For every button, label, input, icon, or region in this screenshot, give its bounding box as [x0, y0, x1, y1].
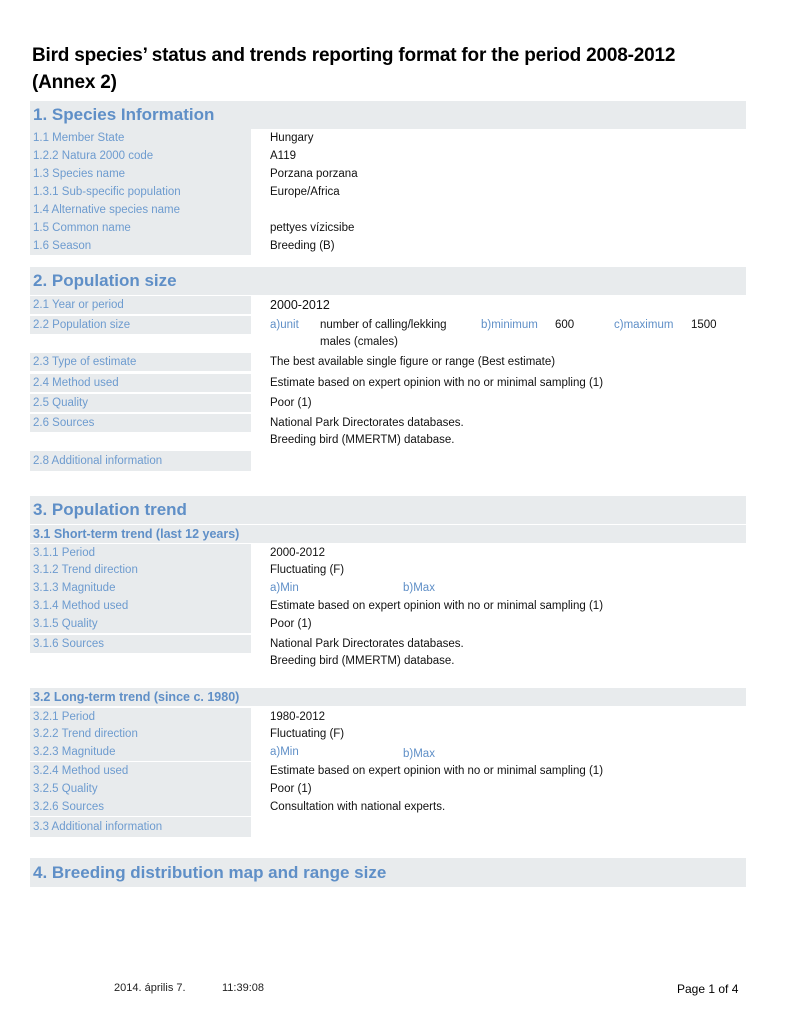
long-sources-label: 3.2.6 Sources — [30, 798, 251, 816]
quality-value: Poor (1) — [270, 397, 312, 409]
long-quality-label: 3.2.5 Quality — [30, 780, 251, 798]
trend-additional-information-label: 3.3 Additional information — [30, 817, 251, 837]
section-3-heading: 3. Population trend — [30, 496, 746, 524]
short-magnitude-max: b)Max — [403, 582, 435, 594]
subspecific-population-value: Europe/Africa — [270, 186, 340, 198]
maximum-label: c)maximum — [614, 319, 674, 331]
short-sources-line-1: National Park Directorates databases. — [270, 638, 464, 650]
natura-code-label: 1.2.2 Natura 2000 code — [30, 147, 251, 165]
sources-line-2: Breeding bird (MMERTM) database. — [270, 434, 455, 446]
short-method-value: Estimate based on expert opinion with no or minimal sampling (1) — [270, 600, 604, 612]
long-method-value: Estimate based on expert opinion with no or minimal sampling (1) — [270, 765, 604, 777]
year-period-value: 2000-2012 — [270, 298, 330, 312]
short-term-trend-heading: 3.1 Short-term trend (last 12 years) — [30, 525, 746, 543]
unit-value-line-2: males (cmales) — [320, 336, 398, 348]
long-term-trend-heading: 3.2 Long-term trend (since c. 1980) — [30, 688, 746, 706]
type-of-estimate-value: The best available single figure or range (Best estimate) — [270, 356, 556, 368]
sources-label: 2.6 Sources — [30, 414, 251, 432]
population-size-label: 2.2 Population size — [30, 316, 251, 334]
long-magnitude-min: a)Min — [270, 746, 299, 758]
alternative-name-label: 1.4 Alternative species name — [30, 201, 251, 219]
long-sources-value: Consultation with national experts. — [270, 801, 446, 813]
long-magnitude-max: b)Max — [403, 748, 435, 760]
short-quality-value: Poor (1) — [270, 618, 312, 630]
long-magnitude-label: 3.2.3 Magnitude — [30, 743, 251, 761]
maximum-value: 1500 — [691, 319, 717, 331]
short-period-label: 3.1.1 Period — [30, 544, 251, 562]
additional-information-label: 2.8 Additional information — [30, 451, 251, 471]
short-trend-direction-label: 3.1.2 Trend direction — [30, 561, 251, 579]
short-magnitude-min: a)Min — [270, 582, 299, 594]
minimum-label: b)minimum — [481, 319, 538, 331]
title-line-2: (Annex 2) — [32, 72, 117, 93]
season-label: 1.6 Season — [30, 237, 251, 255]
long-quality-value: Poor (1) — [270, 783, 312, 795]
footer-time: 11:39:08 — [222, 982, 265, 994]
member-state-label: 1.1 Member State — [30, 129, 251, 147]
type-of-estimate-label: 2.3 Type of estimate — [30, 353, 251, 371]
season-value: Breeding (B) — [270, 240, 335, 252]
footer-page-number: Page 1 of 4 — [677, 982, 739, 996]
unit-label: a)unit — [270, 319, 299, 331]
short-sources-line-2: Breeding bird (MMERTM) database. — [270, 655, 455, 667]
short-quality-label: 3.1.5 Quality — [30, 615, 251, 633]
section-4-heading: 4. Breeding distribution map and range size — [30, 858, 746, 887]
short-sources-label: 3.1.6 Sources — [30, 635, 251, 653]
common-name-value: pettyes vízicsibe — [270, 222, 355, 234]
section-1-heading: 1. Species Information — [30, 101, 746, 129]
natura-code-value: A119 — [270, 150, 297, 162]
common-name-label: 1.5 Common name — [30, 219, 251, 237]
minimum-value: 600 — [555, 319, 575, 331]
section-2-heading: 2. Population size — [30, 267, 746, 295]
method-used-value: Estimate based on expert opinion with no or minimal sampling (1) — [270, 377, 604, 389]
subspecific-population-label: 1.3.1 Sub-specific population — [30, 183, 251, 201]
year-period-label: 2.1 Year or period — [30, 296, 251, 314]
title-line-1: Bird species’ status and trends reporting format for the period 2008-2012 — [32, 45, 676, 66]
unit-value-line-1: number of calling/lekking — [320, 319, 447, 331]
short-trend-direction-value: Fluctuating (F) — [270, 564, 345, 576]
footer-date: 2014. április 7. — [114, 982, 186, 994]
short-method-label: 3.1.4 Method used — [30, 597, 251, 615]
document-title — [32, 42, 772, 96]
sources-line-1: National Park Directorates databases. — [270, 417, 464, 429]
quality-label: 2.5 Quality — [30, 394, 251, 412]
species-name-label: 1.3 Species name — [30, 165, 251, 183]
short-period-value: 2000-2012 — [270, 547, 325, 559]
species-name-value: Porzana porzana — [270, 168, 358, 180]
short-magnitude-label: 3.1.3 Magnitude — [30, 579, 251, 597]
long-trend-direction-label: 3.2.2 Trend direction — [30, 725, 251, 743]
member-state-value: Hungary — [270, 132, 314, 144]
long-period-value: 1980-2012 — [270, 711, 325, 723]
long-trend-direction-value: Fluctuating (F) — [270, 728, 345, 740]
long-period-label: 3.2.1 Period — [30, 708, 251, 726]
long-method-label: 3.2.4 Method used — [30, 762, 251, 780]
method-used-label: 2.4 Method used — [30, 374, 251, 392]
